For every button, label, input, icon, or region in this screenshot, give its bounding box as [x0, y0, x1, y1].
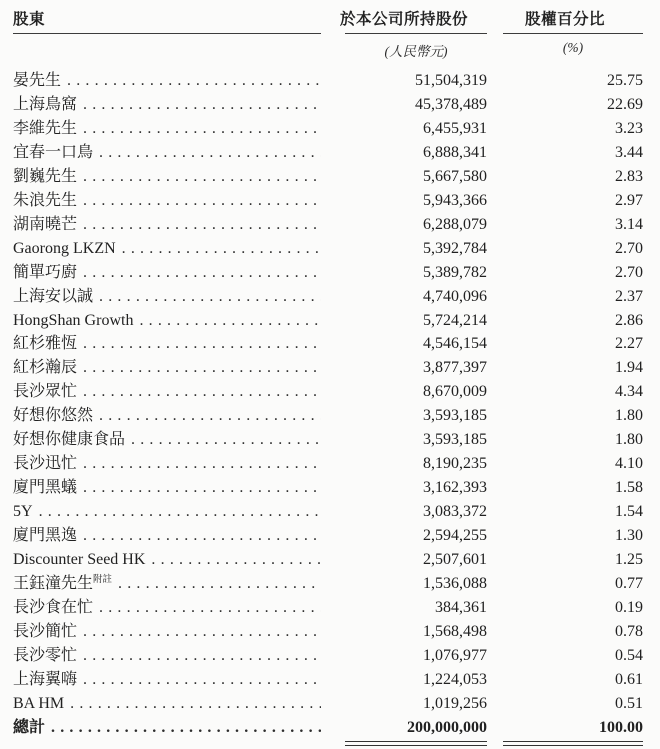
- table-row: [13, 141, 643, 165]
- percent-value: 1.94: [615, 359, 643, 377]
- shareholder-name-text: 長沙眾忙: [13, 383, 78, 401]
- shareholder-name-cell: [13, 189, 321, 213]
- shareholder-name: [13, 476, 77, 500]
- shares-value: 51,504,319: [415, 72, 487, 89]
- double-rule-shares: [345, 741, 487, 746]
- shareholder-name: [13, 309, 133, 333]
- percent-value: 1.58: [615, 479, 643, 497]
- table-row: [13, 69, 643, 93]
- dot-leader: [77, 524, 321, 548]
- total-label: 總計: [13, 718, 46, 736]
- table-row: [13, 644, 643, 668]
- percent-value: 3.44: [615, 143, 643, 161]
- shareholder-name: [13, 141, 93, 165]
- table-row: [13, 285, 643, 309]
- table-row: [13, 476, 643, 500]
- shareholder-name-text: 劉巍先生: [13, 167, 78, 185]
- shareholder-name-cell: [13, 692, 321, 716]
- shareholder-name: [13, 428, 125, 452]
- shares-value: 1,224,053: [423, 670, 487, 688]
- shareholder-name-cell: [13, 141, 321, 165]
- shares-value: 3,593,185: [423, 407, 487, 425]
- shareholder-name-cell: [13, 452, 321, 476]
- total-shares-value: 200,000,000: [407, 718, 487, 736]
- header-rule: [503, 33, 643, 34]
- header-rule: [13, 33, 321, 34]
- shareholder-name-cell: [13, 261, 321, 285]
- dot-leader: [93, 285, 321, 309]
- double-rule-percent: [503, 741, 643, 746]
- shareholder-name-text: 長沙簡忙: [13, 622, 78, 640]
- dot-leader: [77, 213, 321, 237]
- percent-value: 2.27: [615, 335, 643, 353]
- header-col-percent: [487, 10, 643, 56]
- percent-value: 2.83: [615, 167, 643, 185]
- shareholder-name-cell: [13, 309, 321, 333]
- percent-value: 0.54: [615, 646, 643, 664]
- shareholder-name: [13, 644, 77, 668]
- table-row: [13, 524, 643, 548]
- dot-leader: [77, 356, 321, 380]
- table-row: [13, 596, 643, 620]
- total-name-cell: [13, 716, 321, 740]
- dot-leader: [77, 452, 321, 476]
- shareholder-name-text: 廈門黑蟻: [13, 479, 78, 497]
- shareholder-name: [13, 69, 61, 93]
- percent-value: 2.97: [615, 191, 643, 209]
- shareholder-name-cell: [13, 332, 321, 356]
- col-header-shareholder: 股東: [13, 11, 46, 28]
- shareholder-name-text: 上海鳥窩: [13, 95, 78, 113]
- dot-leader: [61, 69, 321, 93]
- shareholder-name-text: 紅杉雅恆: [13, 335, 78, 353]
- shareholder-name: [13, 117, 77, 141]
- shareholder-name-cell: [13, 380, 321, 404]
- shareholder-name-cell: [13, 524, 321, 548]
- dot-leader: [133, 309, 321, 333]
- percent-value: 4.10: [615, 455, 643, 473]
- shares-value: 3,083,372: [423, 503, 487, 521]
- footnote-marker: 附註: [93, 575, 113, 586]
- shareholder-name-text: 好想你健康食品: [13, 431, 126, 449]
- shareholder-name-text: Discounter Seed HK: [13, 551, 146, 569]
- shareholder-name: [13, 572, 112, 596]
- shares-value: 5,389,782: [423, 263, 487, 281]
- percent-value: 0.77: [615, 575, 643, 593]
- shareholder-name: [13, 692, 64, 716]
- shareholder-name: [13, 189, 77, 213]
- shares-value: 1,568,498: [423, 622, 487, 640]
- shareholder-name-cell: [13, 404, 321, 428]
- dot-leader: [93, 141, 321, 165]
- dot-leader: [77, 668, 321, 692]
- percent-value: 0.51: [615, 694, 643, 712]
- dot-leader: [145, 548, 321, 572]
- shareholder-name: [13, 332, 77, 356]
- shareholder-name-text: 晏先生: [13, 72, 62, 89]
- shareholder-name-cell: [13, 165, 321, 189]
- shareholder-name-text: 上海翼嗨: [13, 670, 78, 688]
- shareholder-name: [13, 93, 77, 117]
- shares-value: 3,877,397: [423, 359, 487, 377]
- dot-leader: [112, 572, 321, 596]
- shareholder-name-cell: [13, 356, 321, 380]
- shareholder-name: [13, 668, 77, 692]
- dot-leader: [64, 692, 321, 716]
- shareholder-name: [13, 404, 93, 428]
- percent-value: 1.80: [615, 431, 643, 449]
- table-body: [13, 69, 643, 716]
- header-col-shares: [321, 10, 487, 60]
- shareholder-name-cell: [13, 572, 321, 596]
- total-underline-row: [13, 741, 643, 749]
- shares-value: 5,667,580: [423, 167, 487, 185]
- shares-value: 8,190,235: [423, 455, 487, 473]
- dot-leader: [77, 93, 321, 117]
- shareholder-name-text: 李維先生: [13, 119, 78, 137]
- total-row: [13, 716, 643, 740]
- table-row: [13, 165, 643, 189]
- shareholder-name-cell: [13, 285, 321, 309]
- shareholder-name-cell: [13, 668, 321, 692]
- table-row: [13, 237, 643, 261]
- header-rule: [345, 33, 487, 34]
- shares-value: 4,546,154: [423, 335, 487, 353]
- shareholder-name-text: 上海安以誠: [13, 287, 94, 305]
- table-row: [13, 404, 643, 428]
- shareholder-name: [13, 213, 77, 237]
- dot-leader: [77, 117, 321, 141]
- shareholder-name-cell: [13, 476, 321, 500]
- shareholder-name: [13, 548, 145, 572]
- shareholder-name-text: 好想你悠然: [13, 407, 94, 425]
- shareholder-name-cell: [13, 93, 321, 117]
- table-row: [13, 213, 643, 237]
- shares-value: 5,943,366: [423, 191, 487, 209]
- percent-value: 1.25: [615, 551, 643, 569]
- table-row: [13, 189, 643, 213]
- percent-value: 2.70: [615, 263, 643, 281]
- percent-value: 0.78: [615, 622, 643, 640]
- shares-value: 3,162,393: [423, 479, 487, 497]
- dot-leader: [77, 380, 321, 404]
- dot-leader: [33, 500, 321, 524]
- shareholder-name-text: BA HM: [13, 694, 65, 712]
- shareholder-name-cell: [13, 596, 321, 620]
- dot-leader: [77, 189, 321, 213]
- total-percent-value: 100.00: [599, 718, 643, 736]
- header-col-shareholder: [13, 10, 321, 34]
- shareholder-name: [13, 596, 93, 620]
- percent-value: 0.19: [615, 598, 643, 616]
- shareholder-name-text: 廈門黑逸: [13, 527, 78, 545]
- table-row: [13, 428, 643, 452]
- shares-value: 5,392,784: [423, 239, 487, 257]
- shareholder-name: [13, 165, 77, 189]
- table-row: [13, 452, 643, 476]
- dot-leader: [77, 332, 321, 356]
- shareholder-name: [13, 237, 116, 261]
- table-row: [13, 261, 643, 285]
- percent-value: 0.61: [615, 670, 643, 688]
- table-row: [13, 332, 643, 356]
- shares-value: 2,594,255: [423, 527, 487, 545]
- percent-value: 1.80: [615, 407, 643, 425]
- shares-value: 5,724,214: [423, 311, 487, 329]
- shareholder-name-text: 湖南曉芒: [13, 215, 78, 233]
- table-row: [13, 93, 643, 117]
- table-row: [13, 572, 643, 596]
- shares-value: 1,076,977: [423, 646, 487, 664]
- shares-value: 384,361: [435, 598, 487, 616]
- shareholder-name: [13, 356, 77, 380]
- shareholder-name-text: 紅杉瀚辰: [13, 359, 78, 377]
- shareholder-name-text: 朱浪先生: [13, 191, 78, 209]
- dot-leader: [77, 261, 321, 285]
- dot-leader: [77, 165, 321, 189]
- percent-value: 2.37: [615, 287, 643, 305]
- shareholder-name-text: 5Y: [13, 503, 33, 521]
- shares-value: 1,536,088: [423, 575, 487, 593]
- dot-leader: [93, 404, 321, 428]
- col-header-percent: 股權百分比: [524, 11, 605, 28]
- dot-leader: [125, 428, 321, 452]
- table-row: [13, 117, 643, 141]
- shareholder-name-cell: [13, 117, 321, 141]
- table-row: [13, 500, 643, 524]
- shares-value: 1,019,256: [423, 694, 487, 712]
- shareholder-name: [13, 452, 77, 476]
- percent-value: 1.54: [615, 503, 643, 521]
- shareholder-name-text: 王鈺潼先生: [13, 575, 94, 593]
- shareholder-name-cell: [13, 69, 321, 93]
- percent-value: 25.75: [607, 72, 643, 89]
- shareholder-name-text: 簡單巧廚: [13, 263, 78, 281]
- shareholder-name-cell: [13, 620, 321, 644]
- shares-value: 6,288,079: [423, 215, 487, 233]
- percent-value: 22.69: [607, 95, 643, 113]
- shareholder-name-cell: [13, 428, 321, 452]
- percent-value: 1.30: [615, 527, 643, 545]
- shares-value: 45,378,489: [415, 95, 487, 113]
- shareholder-name-cell: [13, 237, 321, 261]
- shares-value: 3,593,185: [423, 431, 487, 449]
- percent-value: 4.34: [615, 383, 643, 401]
- shares-value: 4,740,096: [423, 287, 487, 305]
- shareholder-name-text: 長沙零忙: [13, 646, 78, 664]
- dot-leader: [116, 237, 321, 261]
- shareholder-name-text: 長沙食在忙: [13, 598, 94, 616]
- dot-leader: [77, 644, 321, 668]
- percent-value: 2.70: [615, 239, 643, 257]
- table-row: [13, 309, 643, 333]
- col-subheader-shares-unit: (人民幣元): [384, 44, 448, 59]
- shareholder-name-cell: [13, 644, 321, 668]
- table-row: [13, 356, 643, 380]
- table-row: [13, 548, 643, 572]
- percent-value: 3.23: [615, 119, 643, 137]
- dot-leader: [93, 596, 321, 620]
- shareholder-name-cell: [13, 213, 321, 237]
- shares-value: 6,888,341: [423, 143, 487, 161]
- shareholder-name: [13, 285, 93, 309]
- shares-value: 2,507,601: [423, 551, 487, 569]
- shareholder-name: [13, 524, 77, 548]
- shares-value: 6,455,931: [423, 119, 487, 137]
- shareholder-name: [13, 500, 33, 524]
- shareholder-name-text: 長沙迅忙: [13, 455, 78, 473]
- shareholder-name-cell: [13, 500, 321, 524]
- shareholder-name: [13, 261, 77, 285]
- shareholder-name: [13, 620, 77, 644]
- shareholder-name: [13, 380, 77, 404]
- shareholder-name-text: 宜春一口鳥: [13, 143, 94, 161]
- shares-value: 8,670,009: [423, 383, 487, 401]
- dot-leader: [45, 716, 321, 740]
- percent-value: 2.86: [615, 311, 643, 329]
- dot-leader: [77, 620, 321, 644]
- shareholder-name-text: Gaorong LKZN: [13, 239, 116, 257]
- table-row: [13, 668, 643, 692]
- percent-value: 3.14: [615, 215, 643, 233]
- table-row: [13, 380, 643, 404]
- table-header: [13, 10, 643, 60]
- table-row: [13, 692, 643, 716]
- col-subheader-percent-unit: (%): [562, 40, 584, 55]
- col-header-shares: 於本公司所持股份: [339, 11, 468, 28]
- dot-leader: [77, 476, 321, 500]
- shareholder-name-text: HongShan Growth: [13, 311, 134, 329]
- shareholder-name-cell: [13, 548, 321, 572]
- table-row: [13, 620, 643, 644]
